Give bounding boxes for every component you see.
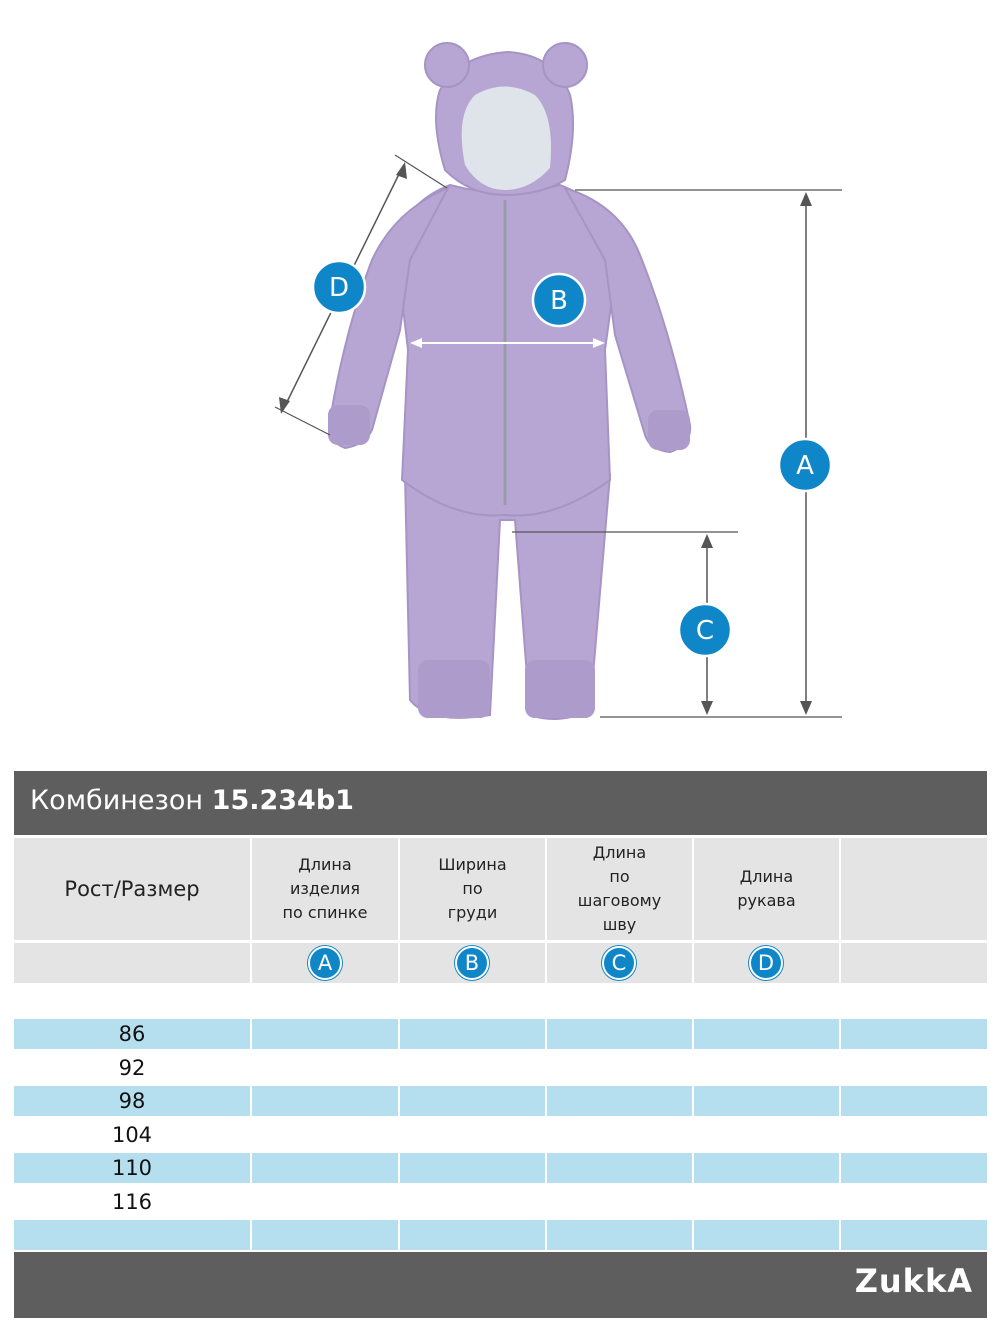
marker-c-label: C bbox=[695, 616, 715, 646]
column-header-c-label: Длина по шаговому шву bbox=[577, 843, 662, 934]
marker-a-label: A bbox=[796, 451, 814, 481]
product-title-prefix: Комбинезон bbox=[30, 785, 204, 816]
product-title bbox=[30, 785, 354, 816]
right-ankle-cuff bbox=[525, 660, 595, 718]
size-label-86: 86 bbox=[118, 1022, 146, 1046]
column-header-b bbox=[400, 838, 545, 940]
table-cell bbox=[841, 1220, 987, 1250]
right-ear bbox=[543, 43, 587, 87]
marker-b-icon-label: B bbox=[464, 951, 480, 975]
table-cell bbox=[694, 1153, 839, 1183]
table-row-stripe bbox=[14, 1220, 250, 1250]
column-header-d bbox=[694, 838, 839, 940]
table-cell bbox=[694, 1220, 839, 1250]
table-cell bbox=[252, 1086, 398, 1116]
marker-row-empty-cell bbox=[841, 943, 987, 983]
measure-a-arrow-up bbox=[800, 192, 812, 206]
marker-a-icon bbox=[308, 946, 342, 980]
table-cell bbox=[547, 1153, 692, 1183]
marker-a-icon-label: A bbox=[317, 951, 333, 975]
measure-c-arrow-down bbox=[701, 701, 713, 715]
table-cell bbox=[400, 1019, 545, 1049]
marker-c-icon-label: C bbox=[611, 951, 627, 975]
marker-row-size-cell bbox=[14, 943, 250, 983]
table-cell bbox=[252, 1019, 398, 1049]
size-label-104: 104 bbox=[111, 1123, 153, 1147]
size-label-110: 110 bbox=[111, 1156, 153, 1180]
column-header-d-label: Длина рукава bbox=[737, 867, 796, 910]
table-cell bbox=[694, 1019, 839, 1049]
table-cell bbox=[400, 1153, 545, 1183]
column-header-b-label: Ширина по груди bbox=[438, 855, 507, 922]
left-ankle-cuff bbox=[418, 660, 490, 718]
size-column-header-label: Рост/Размер bbox=[64, 877, 200, 901]
table-cell bbox=[841, 1086, 987, 1116]
left-cuff bbox=[328, 405, 370, 445]
marker-d-icon bbox=[749, 946, 783, 980]
hood-lining bbox=[462, 87, 551, 191]
marker-row-c-cell bbox=[547, 943, 692, 983]
measure-c-arrow-up bbox=[701, 534, 713, 548]
left-ear bbox=[425, 43, 469, 87]
table-cell bbox=[547, 1220, 692, 1250]
measure-d-bottom-guide bbox=[275, 407, 330, 435]
column-header-a-label: Длина изделия по спинке bbox=[282, 855, 368, 922]
table-cell bbox=[694, 1086, 839, 1116]
marker-row-a-cell bbox=[252, 943, 398, 983]
table-cell bbox=[252, 1220, 398, 1250]
table-cell bbox=[841, 1019, 987, 1049]
right-cuff bbox=[648, 410, 690, 450]
measure-a-arrow-down bbox=[800, 701, 812, 715]
product-code: 15.234b1 bbox=[211, 785, 354, 816]
table-cell bbox=[400, 1220, 545, 1250]
footer-bar bbox=[14, 1252, 987, 1318]
table-cell bbox=[547, 1086, 692, 1116]
table-cell bbox=[841, 1153, 987, 1183]
column-header-a bbox=[252, 838, 398, 940]
column-header-c bbox=[547, 838, 692, 940]
marker-b-label: B bbox=[550, 286, 568, 316]
column-header-empty bbox=[841, 838, 987, 940]
marker-d-icon-label: D bbox=[757, 951, 775, 975]
size-label-98: 98 bbox=[118, 1089, 146, 1113]
table-cell bbox=[547, 1019, 692, 1049]
marker-row-b-cell bbox=[400, 943, 545, 983]
jumpsuit-body bbox=[395, 185, 620, 516]
marker-b-icon bbox=[455, 946, 489, 980]
marker-c-icon bbox=[602, 946, 636, 980]
product-header-bar bbox=[14, 771, 987, 835]
table-cell bbox=[252, 1153, 398, 1183]
table-cell bbox=[400, 1086, 545, 1116]
marker-d-label: D bbox=[328, 273, 350, 303]
size-label-116: 116 bbox=[111, 1190, 153, 1214]
size-label-92: 92 bbox=[118, 1056, 146, 1080]
size-column-header bbox=[14, 838, 250, 940]
brand-logo: ZukkA bbox=[854, 1262, 973, 1300]
marker-row-d-cell bbox=[694, 943, 839, 983]
